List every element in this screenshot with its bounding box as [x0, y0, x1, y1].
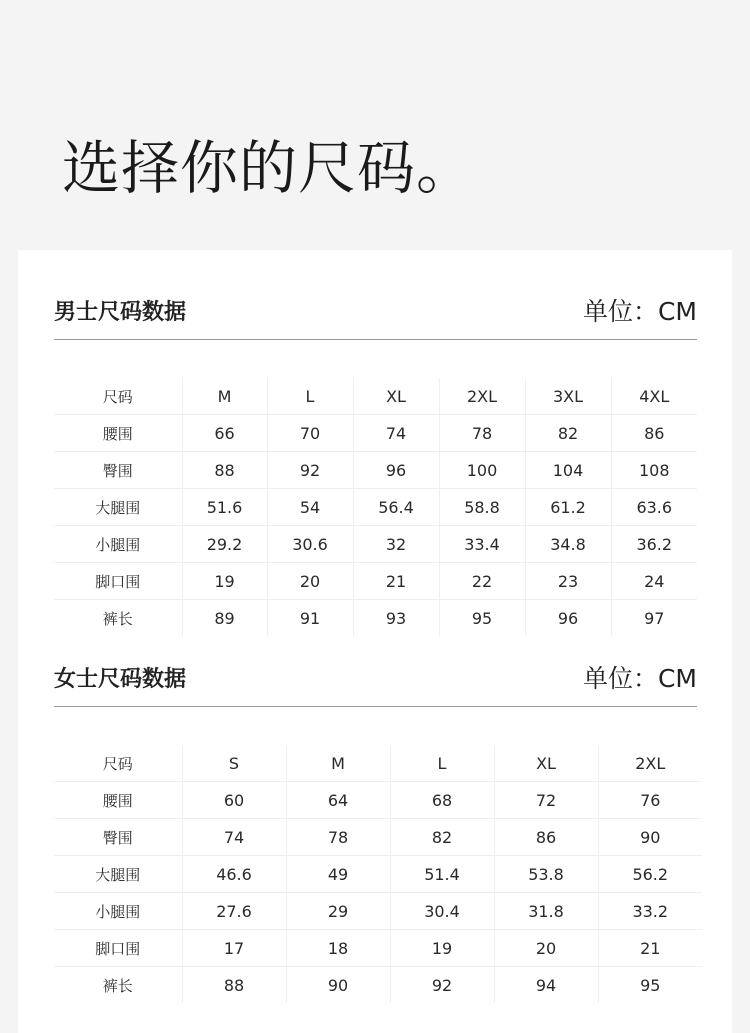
value-cell: 29.2	[182, 526, 267, 563]
value-cell: 24	[611, 563, 697, 600]
value-cell: 33.4	[439, 526, 525, 563]
value-cell: 32	[353, 526, 439, 563]
women-divider	[54, 706, 697, 707]
value-cell: 36.2	[611, 526, 697, 563]
value-cell: 61.2	[525, 489, 611, 526]
men-table-row	[54, 600, 697, 637]
value-cell: 54	[267, 489, 353, 526]
value-cell: 96	[353, 452, 439, 489]
row-label-cell: 臀围	[54, 452, 182, 489]
value-cell: 91	[267, 600, 353, 637]
value-cell: 92	[267, 452, 353, 489]
women-section-header	[54, 657, 697, 697]
row-label-cell: 小腿围	[54, 893, 182, 930]
value-cell: 97	[611, 600, 697, 637]
header-cell: 尺码	[54, 378, 182, 415]
value-cell: 58.8	[439, 489, 525, 526]
women-table-row	[54, 893, 702, 930]
men-table-row	[54, 452, 697, 489]
row-label-cell: 臀围	[54, 819, 182, 856]
men-header-row	[54, 378, 697, 415]
men-unit-label: 单位：CM	[582, 297, 697, 326]
women-unit-label: 单位：CM	[582, 664, 697, 693]
women-table-row	[54, 856, 702, 893]
value-cell: 31.8	[494, 893, 598, 930]
men-divider	[54, 339, 697, 340]
value-cell: 23	[525, 563, 611, 600]
value-cell: 51.6	[182, 489, 267, 526]
row-label-cell: 裤长	[102, 976, 133, 995]
row-label-cell: 腰围	[54, 415, 182, 452]
header-cell: 尺码	[54, 745, 182, 782]
value-cell: 88	[182, 452, 267, 489]
value-cell: 82	[390, 819, 494, 856]
value-cell: 60	[182, 782, 286, 819]
value-cell: 53.8	[494, 856, 598, 893]
header-cell: S	[182, 745, 286, 782]
women-section-title: 女士尺码数据	[54, 666, 187, 692]
value-cell: 51.4	[390, 856, 494, 893]
value-cell: 63.6	[611, 489, 697, 526]
value-cell: 27.6	[182, 893, 286, 930]
header-cell: XL	[494, 745, 598, 782]
value-cell: 21	[598, 930, 702, 967]
value-cell: 34.8	[525, 526, 611, 563]
value-cell: 19	[182, 563, 267, 600]
men-table-row	[54, 415, 697, 452]
header-cell: 2XL	[439, 378, 525, 415]
value-cell: 22	[439, 563, 525, 600]
men-size-table	[54, 378, 697, 636]
men-table-row	[54, 526, 697, 563]
value-cell: 88	[182, 967, 286, 1004]
women-table-row	[54, 930, 702, 967]
value-cell: 74	[353, 415, 439, 452]
value-cell: 72	[494, 782, 598, 819]
value-cell: 19	[390, 930, 494, 967]
value-cell: 95	[439, 600, 525, 637]
value-cell: 78	[286, 819, 390, 856]
value-cell: 82	[525, 415, 611, 452]
header-cell: L	[267, 378, 353, 415]
value-cell: 100	[439, 452, 525, 489]
row-label-cell: 脚口围	[54, 930, 182, 967]
value-cell: 89	[182, 600, 267, 637]
value-cell: 86	[611, 415, 697, 452]
row-label-cell: 腰围	[54, 782, 182, 819]
value-cell: 108	[611, 452, 697, 489]
value-cell: 30.4	[390, 893, 494, 930]
men-section-title: 男士尺码数据	[54, 299, 187, 325]
header-cell: 4XL	[611, 378, 697, 415]
women-table-row	[54, 967, 702, 1004]
value-cell: 70	[267, 415, 353, 452]
value-cell: 96	[525, 600, 611, 637]
value-cell: 64	[286, 782, 390, 819]
value-cell: 18	[286, 930, 390, 967]
size-chart-card	[18, 250, 732, 1033]
value-cell: 90	[286, 967, 390, 1004]
value-cell: 104	[525, 452, 611, 489]
header-cell: M	[182, 378, 267, 415]
women-header-row	[54, 745, 702, 782]
row-label-cell: 裤长	[102, 609, 133, 628]
header-cell: XL	[353, 378, 439, 415]
row-label-cell: 小腿围	[54, 526, 182, 563]
header-cell: 2XL	[598, 745, 702, 782]
men-table-row	[54, 489, 697, 526]
women-size-table	[54, 745, 702, 1003]
header-cell: L	[390, 745, 494, 782]
value-cell: 29	[286, 893, 390, 930]
value-cell: 95	[598, 967, 702, 1004]
value-cell: 94	[494, 967, 598, 1004]
header-cell: 3XL	[525, 378, 611, 415]
value-cell: 17	[182, 930, 286, 967]
value-cell: 78	[439, 415, 525, 452]
value-cell: 68	[390, 782, 494, 819]
value-cell: 56.2	[598, 856, 702, 893]
value-cell: 86	[494, 819, 598, 856]
value-cell: 93	[353, 600, 439, 637]
value-cell: 92	[390, 967, 494, 1004]
value-cell: 74	[182, 819, 286, 856]
value-cell: 56.4	[353, 489, 439, 526]
row-label-cell: 大腿围	[54, 856, 182, 893]
value-cell: 33.2	[598, 893, 702, 930]
value-cell: 49	[286, 856, 390, 893]
value-cell: 20	[267, 563, 353, 600]
row-label-cell: 大腿围	[54, 489, 182, 526]
value-cell: 46.6	[182, 856, 286, 893]
value-cell: 30.6	[267, 526, 353, 563]
page-title: 选择你的尺码。	[62, 134, 476, 202]
header-cell: M	[286, 745, 390, 782]
men-table-row	[54, 563, 697, 600]
value-cell: 21	[353, 563, 439, 600]
value-cell: 66	[182, 415, 267, 452]
men-section-header	[54, 290, 697, 330]
value-cell: 76	[598, 782, 702, 819]
women-table-row	[54, 782, 702, 819]
row-label-cell: 脚口围	[54, 563, 182, 600]
value-cell: 20	[494, 930, 598, 967]
women-table-row	[54, 819, 702, 856]
value-cell: 90	[598, 819, 702, 856]
